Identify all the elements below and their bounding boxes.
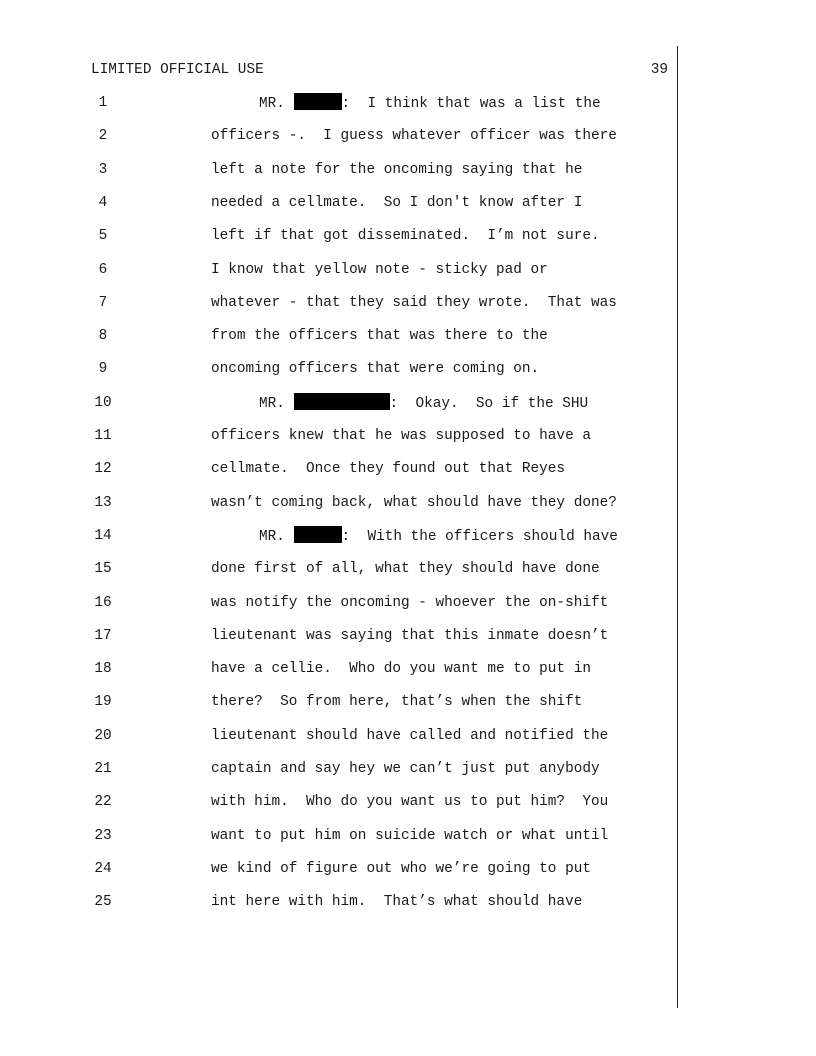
transcript-line (0, 93, 816, 113)
transcript-line (0, 659, 816, 679)
line-text: whatever - that they said they wrote. That was (211, 294, 617, 311)
line-number: 13 (94, 494, 112, 511)
line-number: 14 (94, 527, 112, 544)
transcript-line (0, 559, 816, 579)
line-number: 17 (94, 627, 112, 644)
redaction-box (294, 93, 342, 110)
speaker-prefix: MR. (259, 528, 294, 545)
line-number: 24 (94, 860, 112, 877)
classification-header: LIMITED OFFICIAL USE (91, 62, 264, 78)
transcript-line (0, 293, 816, 313)
transcript-line (0, 526, 816, 546)
line-number: 16 (94, 594, 112, 611)
line-text: from the officers that was there to the (211, 328, 548, 345)
transcript-line (0, 593, 816, 613)
redaction-box (294, 526, 342, 543)
line-number: 3 (98, 161, 108, 178)
speaker-prefix: MR. (259, 96, 294, 112)
transcript-line (0, 759, 816, 779)
line-number: 22 (94, 794, 112, 811)
line-text: with him. Who do you want us to put him? You (211, 794, 609, 811)
line-text: we kind of figure out who we’re going to put (211, 860, 591, 877)
line-number: 6 (98, 261, 108, 278)
line-text (259, 526, 618, 547)
transcript-line (0, 493, 816, 513)
transcript-line (0, 359, 816, 379)
transcript-line (0, 160, 816, 180)
speaker-statement: : Okay. So if the SHU (389, 395, 589, 412)
line-text: cellmate. Once they found out that Reyes (211, 461, 566, 478)
line-number: 15 (94, 561, 112, 578)
line-number: 25 (94, 894, 112, 911)
line-number: 8 (98, 328, 108, 345)
line-number: 18 (94, 661, 112, 678)
line-text: officers -. I guess whatever officer was there (211, 128, 617, 145)
speaker-statement: : I think that was a list the (341, 96, 601, 112)
line-text: have a cellie. Who do you want me to put in (211, 661, 591, 678)
line-text: left a note for the oncoming saying that he (211, 161, 583, 178)
line-number: 23 (94, 827, 112, 844)
line-text: lieutenant was saying that this inmate doesn’t (211, 627, 609, 644)
redaction-box (294, 393, 390, 410)
line-text: wasn’t coming back, what should have they done? (211, 494, 617, 511)
line-text: there? So from here, that’s when the shift (211, 694, 583, 711)
transcript-line (0, 826, 816, 846)
line-number: 4 (98, 194, 108, 211)
transcript-line (0, 193, 816, 213)
line-text: oncoming officers that were coming on. (211, 361, 540, 378)
line-text: left if that got disseminated. I’m not sure. (211, 228, 600, 245)
transcript-line (0, 393, 816, 413)
transcript-line (0, 859, 816, 879)
line-number: 10 (94, 394, 112, 411)
line-number: 19 (94, 694, 112, 711)
line-number: 5 (98, 228, 108, 245)
transcript-line (0, 326, 816, 346)
speaker-prefix: MR. (259, 395, 294, 412)
line-text: int here with him. That’s what should have (211, 894, 583, 911)
line-number: 12 (94, 461, 112, 478)
transcript-line (0, 426, 816, 446)
line-number: 2 (98, 128, 108, 145)
line-text: want to put him on suicide watch or what until (211, 827, 609, 844)
line-number: 20 (94, 727, 112, 744)
line-text (259, 93, 601, 114)
line-text: was notify the oncoming - whoever the on-shift (211, 594, 609, 611)
speaker-statement: : With the officers should have (341, 528, 618, 545)
line-text: done first of all, what they should have done (211, 561, 600, 578)
line-text: I know that yellow note - sticky pad or (211, 261, 548, 278)
line-text (259, 393, 588, 414)
line-number: 21 (94, 761, 112, 777)
line-number: 9 (98, 361, 108, 378)
transcript-line (0, 692, 816, 712)
line-number: 7 (98, 294, 108, 311)
transcript-line (0, 126, 816, 146)
transcript-line (0, 626, 816, 646)
page-number: 39 (650, 62, 668, 78)
transcript-line (0, 892, 816, 912)
line-text: lieutenant should have called and notified the (211, 727, 609, 744)
transcript-line (0, 726, 816, 746)
line-number: 1 (98, 95, 108, 111)
transcript-line (0, 459, 816, 479)
line-number: 11 (94, 428, 112, 444)
transcript-line (0, 792, 816, 812)
line-text: captain and say hey we can’t just put anybody (211, 761, 600, 777)
line-text: officers knew that he was supposed to have a (211, 428, 591, 444)
transcript-line (0, 260, 816, 280)
line-text: needed a cellmate. So I don't know after I (211, 194, 583, 211)
transcript-line (0, 226, 816, 246)
